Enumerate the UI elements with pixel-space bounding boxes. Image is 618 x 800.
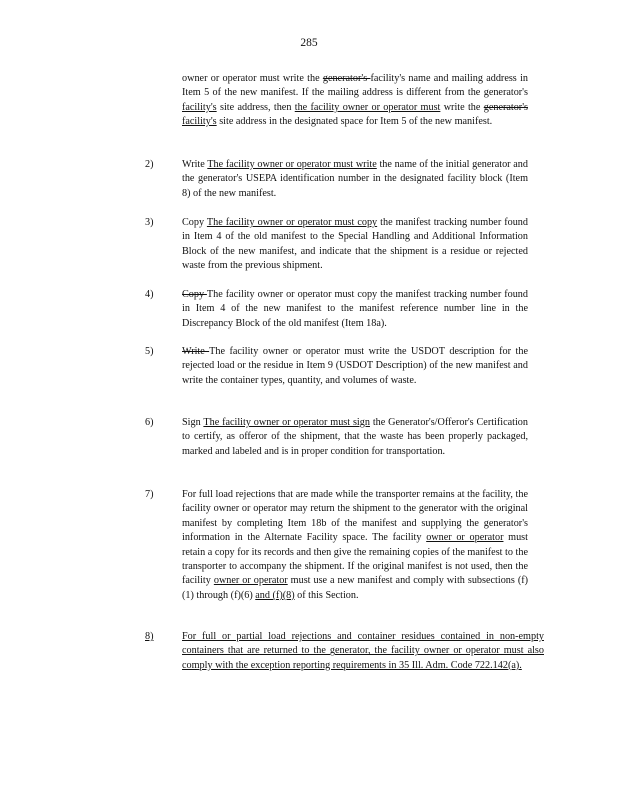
inserted-text: owner or operator: [213, 575, 288, 587]
item-text-run: Copy: [182, 217, 207, 228]
item-number: 7): [145, 489, 154, 500]
deleted-text: Copy: [182, 289, 207, 300]
item-text-run: For full load rejections that are made while the transporter remains at the facility, the facility owner or operator may return the shipment to the generator with the original manifest by completing Item 18b of the manifest and supplying the generator's information in the Alternate Facility space. The facility: [182, 489, 528, 544]
inserted-text: facility's: [182, 101, 217, 113]
item-text-run: of this Section.: [294, 589, 359, 601]
item-number: 8): [145, 631, 154, 642]
item-text-run: the name of the initial generator and the generator's USEPA identification number in the designated facility block (Item 8) of the new manifest.: [182, 159, 528, 199]
intro-text: owner or operator must write the: [182, 73, 323, 84]
item-text: [182, 416, 528, 459]
item-number: 5): [145, 346, 154, 357]
inserted-text: owner or operator: [426, 532, 504, 544]
item-text-run: must use a new manifest and comply with subsections (f)(1) through: [182, 575, 529, 601]
deleted-text: Write: [182, 346, 210, 357]
inserted-text: and (f)(8): [255, 589, 295, 601]
inserted-text: the facility owner or operator must: [294, 101, 441, 113]
inserted-text: The facility owner or operator must sign: [203, 417, 370, 428]
item-text: [182, 158, 528, 201]
item-number: 4): [145, 289, 154, 300]
inserted-text: The facility owner or operator must copy: [206, 217, 378, 228]
item-text-run: (f)(6): [230, 589, 253, 601]
item-text: [182, 216, 528, 274]
inserted-text: The facility owner or operator must write: [207, 159, 377, 170]
item-text-run: the Generator's/Offeror's Certification to certify, as offeror of the shipment, that the waste has been properly packaged, marked and labeled and is in proper condition for transportation.: [182, 417, 528, 457]
item-text: [182, 345, 528, 388]
item-text-run: Sign: [182, 417, 204, 428]
item-text-run: The facility owner or operator must write the USDOT description for the rejected load or the residue in Item 9 (USDOT Description) of the new manifest and write the container types, quantity, and volumes of waste.: [182, 346, 528, 386]
item-text: For full or partial load rejections and container residues contained in non-empty containers that are returned to the generator, the facility owner or operator must also comply with the exception reporting requirements in 35 Ill. Adm. Code 722.142(a).: [182, 631, 544, 671]
deleted-text: generator's: [483, 101, 528, 113]
inserted-text: facility's: [182, 116, 217, 128]
item-number: 3): [145, 217, 154, 228]
deleted-text: generator's: [322, 73, 371, 84]
item-text: [182, 488, 528, 603]
item-text-run: The facility owner or operator must copy the manifest tracking number found in Item 4 of the new manifest to the manifest reference number line in the Discrepancy Block of the old manifest (Item 18a).: [182, 289, 528, 329]
intro-text: facility's name and mailing address in Item 5 of the new manifest. If the mailing address is different from the generator's: [182, 73, 529, 99]
intro-text: site address in the designated space for Item 5 of the new manifest.: [216, 116, 493, 128]
intro-text: site address, then: [216, 101, 295, 113]
item-number: 6): [145, 417, 154, 428]
page-number: 285: [300, 37, 318, 49]
item-text-run: must retain a copy for its records and then give the remaining copies of the manifest to the transporter to accompany the shipment. If the original manifest is not used, then the facility: [182, 532, 528, 587]
intro-text: write the: [440, 101, 484, 113]
item-text: [182, 288, 528, 331]
item-text-run: Write: [182, 159, 208, 170]
item-number: 2): [145, 159, 154, 170]
intro-paragraph: [182, 72, 528, 130]
item-text-run: the manifest tracking number found in Item 4 of the old manifest to the Special Handling and Additional Information Block of the new manifest, and indicate that the shipment is a residue or rejected waste from the previous shipment.: [182, 217, 528, 272]
